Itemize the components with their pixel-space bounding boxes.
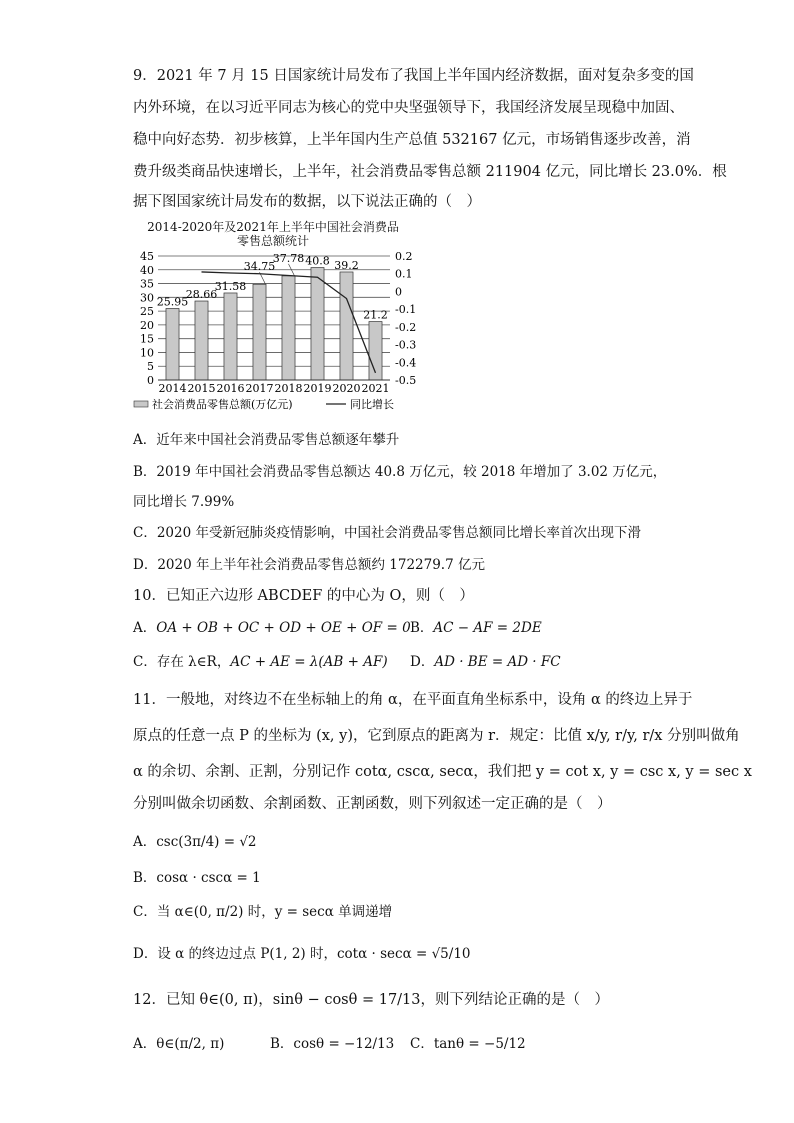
q11-option-d: D．设 α 的终边过点 P(1, 2) 时，cotα · secα = √5/10 bbox=[133, 946, 471, 962]
q9-line-5: 据下图国家统计局发布的数据，以下说法正确的（ ） bbox=[133, 194, 481, 210]
chart-title: 2014-2020年及2021年上半年中国社会消费品 bbox=[147, 220, 399, 234]
q9-option-a: A．近年来中国社会消费品零售总额逐年攀升 bbox=[133, 432, 400, 448]
q9-option-b: B．2019 年中国社会消费品零售总额达 40.8 万亿元，较 2018 年增加了 3.02 万亿元， bbox=[133, 464, 667, 480]
data-label: 28.66 bbox=[185, 288, 218, 302]
q11-line-3: α 的余切、余割、正割，分别记作 cotα, cscα, secα，我们把 y = cot x, y = csc x, y = sec x bbox=[133, 764, 752, 780]
q11-option-a: A．csc(3π/4) = √2 bbox=[133, 834, 257, 850]
q9-line-2: 内外环境，在以习近平同志为核心的党中央坚强领导下，我国经济发展呈现稳中加固、 bbox=[133, 100, 684, 116]
x-tick-label: 2020 bbox=[332, 382, 361, 395]
y-right-tick-label: -0.5 bbox=[395, 374, 417, 387]
y-right-tick-label: -0.3 bbox=[395, 338, 417, 352]
q10-option-b-label: B． bbox=[410, 620, 434, 636]
q10-option-d bbox=[410, 652, 561, 672]
q10-option-b-expr: AC − AF = 2DE bbox=[433, 620, 542, 636]
q12-option-c: C．tanθ = −5/12 bbox=[410, 1036, 526, 1052]
q12-option-a: A．θ∈(π/2, π) bbox=[133, 1036, 225, 1052]
q10-option-c-label: C．存在 λ∈R， bbox=[133, 654, 231, 670]
y-right-tick-label: 0.1 bbox=[395, 267, 413, 281]
x-tick-label: 2014 bbox=[158, 382, 187, 395]
y-left-tick-label: 20 bbox=[140, 318, 154, 332]
x-tick-label: 2021 bbox=[361, 382, 390, 395]
q10-option-c bbox=[133, 652, 388, 672]
bar bbox=[282, 276, 295, 380]
data-label: 31.58 bbox=[214, 279, 247, 293]
y-left-tick-label: 25 bbox=[140, 305, 154, 319]
chart-subtitle: 零售总额统计 bbox=[236, 234, 309, 248]
q12-stem: 12．已知 θ∈(0, π)，sinθ − cosθ = 17/13，则下列结论正确的是（ ） bbox=[133, 992, 609, 1008]
q10-option-b bbox=[410, 618, 542, 638]
q10-option-d-label: D． bbox=[410, 654, 435, 670]
chart-canvas bbox=[128, 220, 418, 420]
y-right-tick-label: -0.4 bbox=[395, 356, 417, 370]
q11-line-1: 11．一般地，对终边不在坐标轴上的角 α，在平面直角坐标系中，设角 α 的终边上异于 bbox=[133, 692, 693, 708]
q10-option-a bbox=[133, 618, 411, 638]
y-left-tick-label: 35 bbox=[140, 277, 154, 291]
y-left-tick-label: 10 bbox=[140, 346, 154, 360]
q9-line-3: 稳中向好态势．初步核算，上半年国内生产总值 532167 亿元，市场销售逐步改善，消 bbox=[133, 132, 691, 148]
data-label: 25.95 bbox=[156, 295, 189, 309]
x-tick-label: 2018 bbox=[274, 382, 303, 395]
x-tick-label: 2019 bbox=[303, 382, 332, 395]
bar bbox=[311, 268, 324, 380]
y-left-tick-label: 40 bbox=[140, 263, 154, 277]
q9-option-c: C．2020 年受新冠肺炎疫情影响，中国社会消费品零售总额同比增长率首次出现下滑 bbox=[133, 525, 641, 541]
data-label: 40.8 bbox=[305, 254, 330, 268]
y-left-tick-label: 5 bbox=[147, 360, 154, 374]
q11-option-b: B．cosα · cscα = 1 bbox=[133, 870, 261, 886]
x-tick-label: 2015 bbox=[187, 382, 216, 395]
q11-line-4: 分别叫做余切函数、余割函数、正割函数，则下列叙述一定正确的是（ ） bbox=[133, 796, 612, 812]
x-tick-label: 2016 bbox=[216, 382, 245, 395]
bar bbox=[166, 308, 179, 380]
bar bbox=[195, 301, 208, 380]
q9-option-d: D．2020 年上半年社会消费品零售总额约 172279.7 亿元 bbox=[133, 557, 485, 573]
retail-sales-chart bbox=[128, 220, 418, 420]
bar bbox=[224, 293, 237, 380]
q10-option-a-label: A． bbox=[133, 620, 157, 636]
data-label: 21.2 bbox=[363, 308, 388, 322]
q9-option-b-cont: 同比增长 7.99% bbox=[133, 494, 235, 510]
legend-bar-swatch bbox=[134, 401, 148, 407]
data-label: 39.2 bbox=[334, 258, 359, 272]
y-left-tick-label: 15 bbox=[140, 332, 154, 346]
q10-option-c-expr: AC + AE = λ(AB + AF) bbox=[230, 654, 388, 670]
y-right-tick-label: -0.2 bbox=[395, 320, 417, 334]
y-right-tick-label: 0.2 bbox=[395, 250, 413, 263]
data-label: 34.75 bbox=[243, 260, 276, 274]
q11-option-c: C．当 α∈(0, π/2) 时，y = secα 单调递增 bbox=[133, 904, 393, 920]
y-right-tick-label: 0 bbox=[395, 285, 402, 299]
legend-line-label: 同比增长 bbox=[350, 398, 394, 411]
q10-stem: 10．已知正六边形 ABCDEF 的中心为 O，则（ ） bbox=[133, 588, 474, 604]
q11-line-2: 原点的任意一点 P 的坐标为 (x, y)，它到原点的距离为 r．规定：比值 x/y, r/y, r/x 分别叫做角 bbox=[133, 728, 740, 744]
bar bbox=[340, 272, 353, 380]
legend-bar-label: 社会消费品零售总额(万亿元) bbox=[152, 398, 293, 411]
bar bbox=[253, 284, 266, 380]
q9-line-1: 9．2021 年 7 月 15 日国家统计局发布了我国上半年国内经济数据，面对复杂多变的国 bbox=[133, 68, 694, 84]
q10-option-d-expr: AD · BE = AD · FC bbox=[434, 654, 561, 670]
q12-option-b: B．cosθ = −12/13 bbox=[270, 1036, 395, 1052]
y-left-tick-label: 0 bbox=[147, 374, 154, 387]
q9-line-4: 费升级类商品快速增长，上半年，社会消费品零售总额 211904 亿元，同比增长 23.0%．根 bbox=[133, 164, 727, 180]
data-label: 37.78 bbox=[272, 251, 305, 265]
x-tick-label: 2017 bbox=[245, 382, 274, 395]
q10-option-a-expr: OA + OB + OC + OD + OE + OF = 0 bbox=[156, 620, 411, 636]
y-left-tick-label: 30 bbox=[140, 291, 154, 305]
y-right-tick-label: -0.1 bbox=[395, 303, 417, 317]
y-left-tick-label: 45 bbox=[140, 250, 154, 263]
